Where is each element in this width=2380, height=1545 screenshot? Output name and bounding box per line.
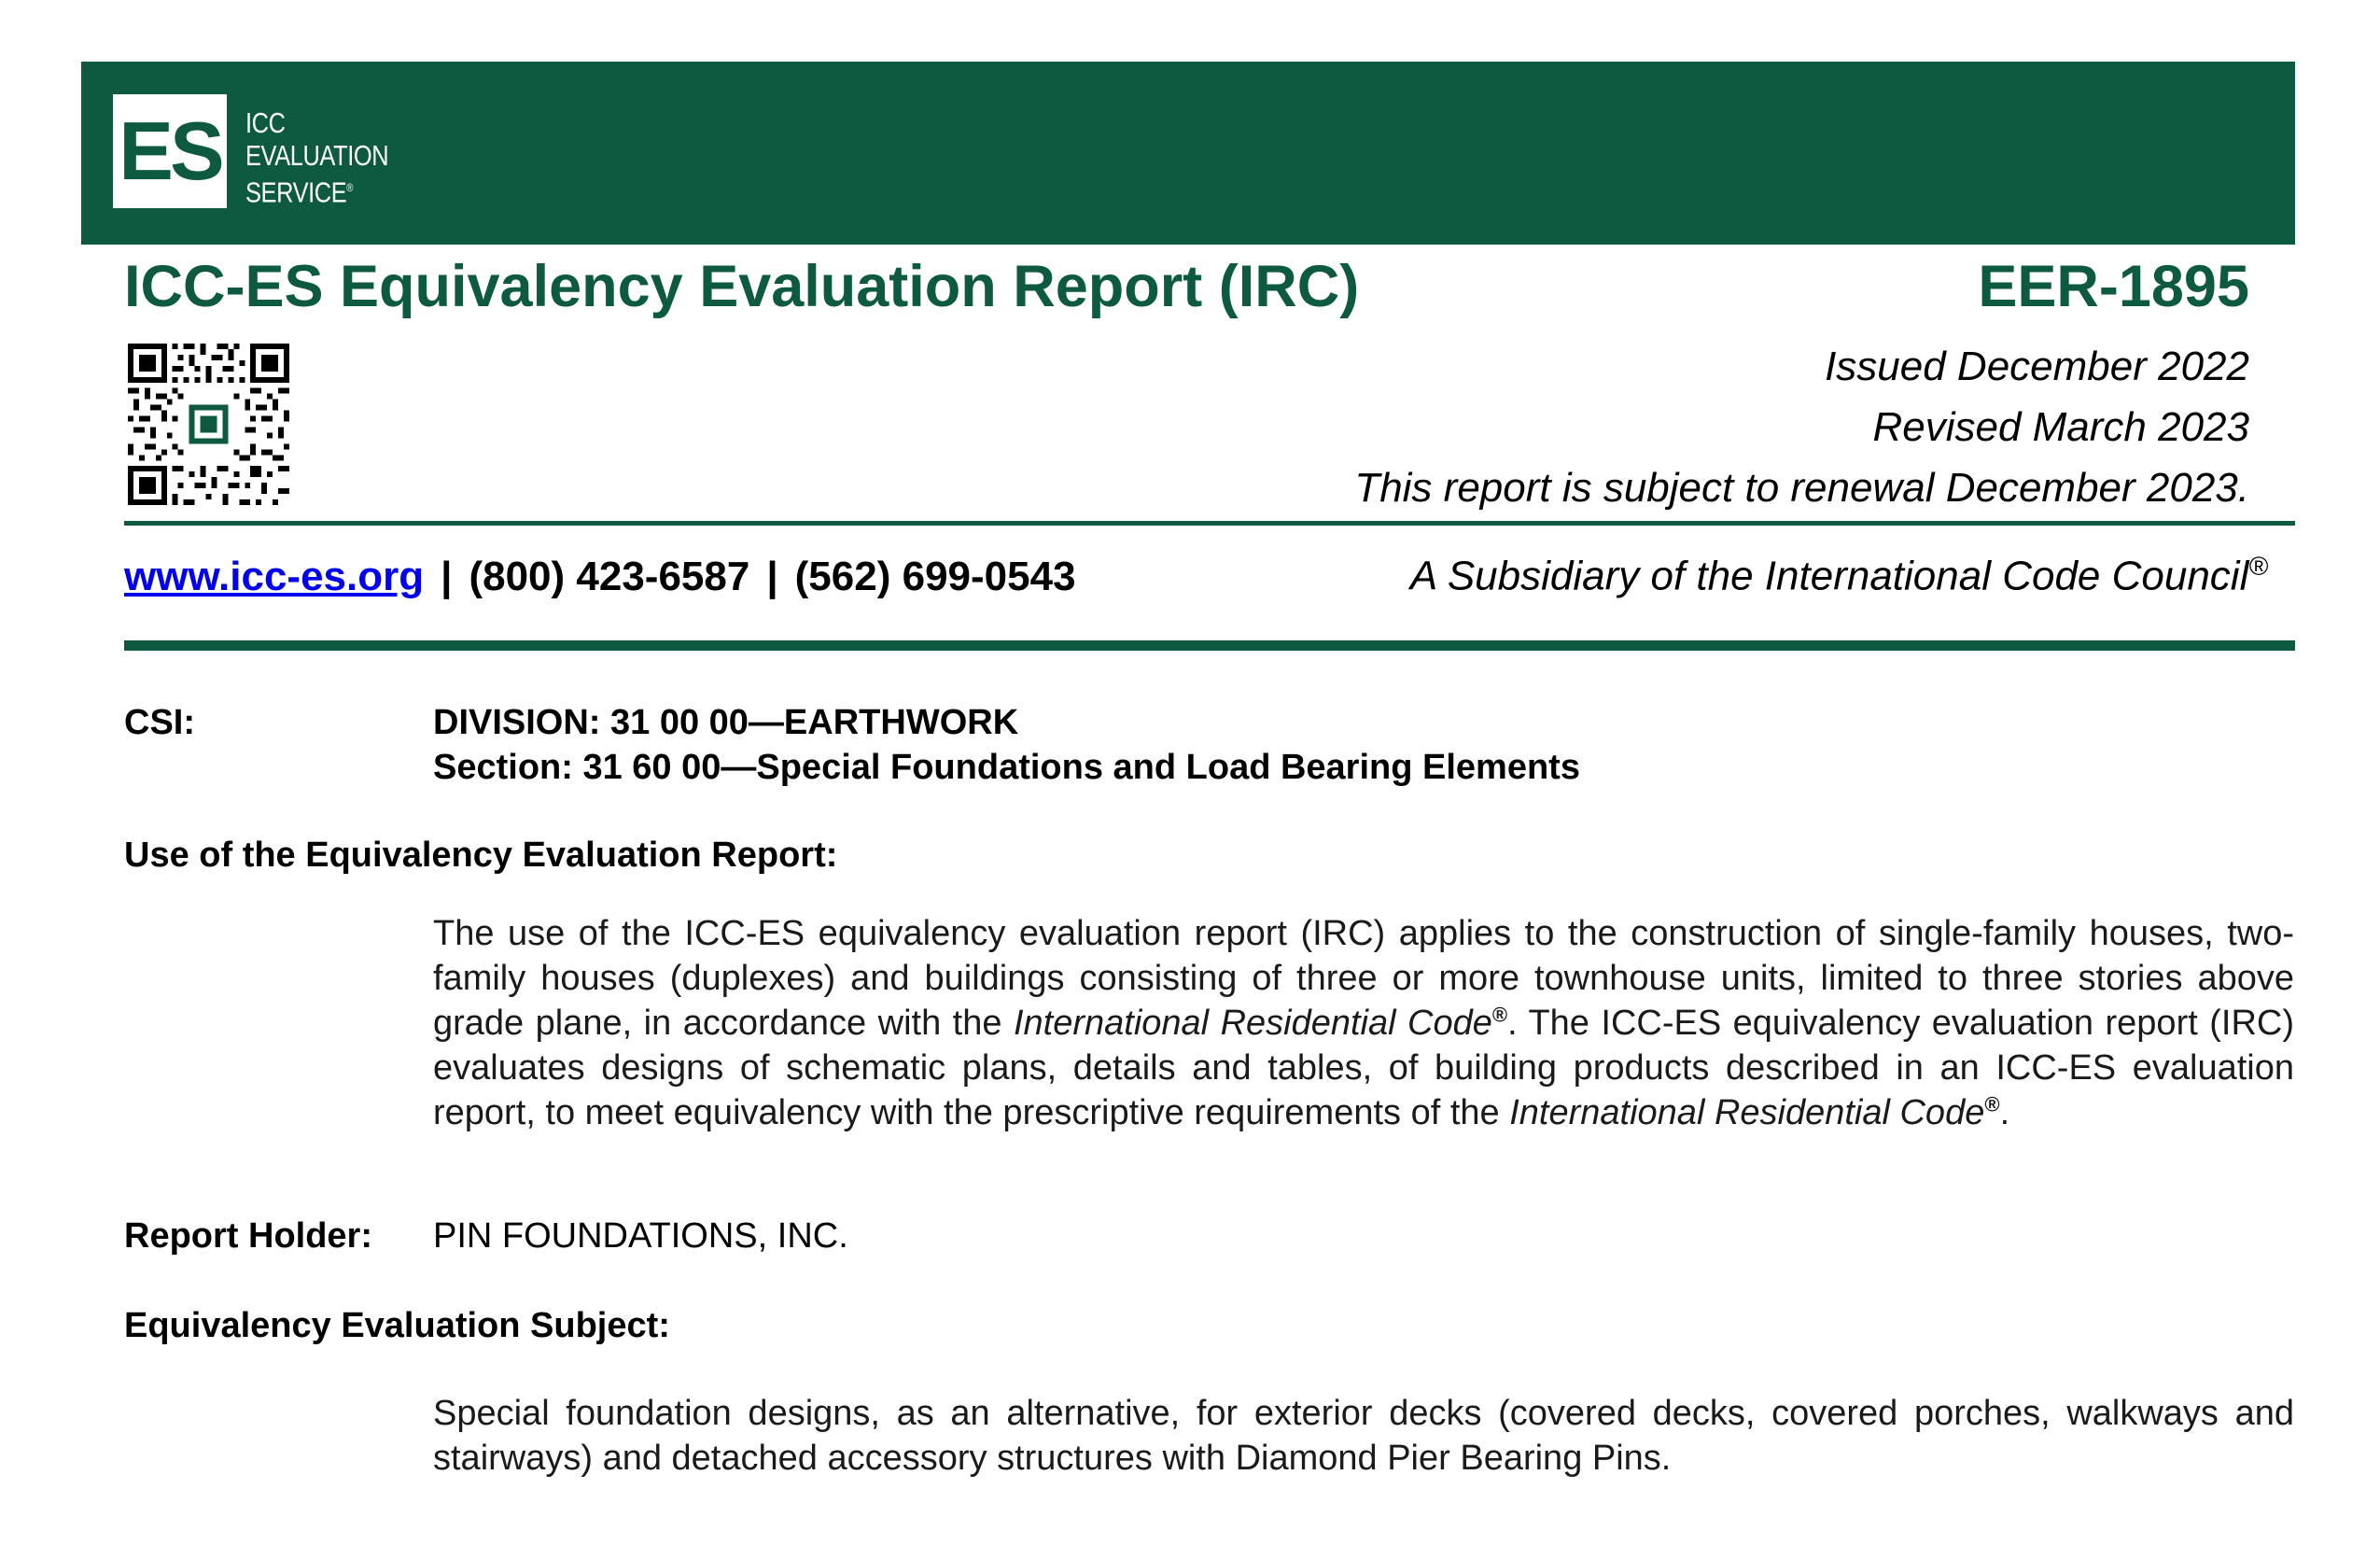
issued-date: Issued December 2022 bbox=[1825, 344, 2249, 389]
report-holder-label: Report Holder: bbox=[124, 1216, 372, 1256]
icc-es-logo bbox=[113, 94, 227, 208]
csi-label: CSI: bbox=[124, 703, 195, 742]
logo-wordmark bbox=[245, 106, 388, 208]
report-dates bbox=[1354, 336, 2249, 518]
contact-row bbox=[124, 555, 1076, 599]
code-name: International Residential Code bbox=[1013, 1004, 1492, 1043]
separator: | bbox=[441, 554, 453, 599]
phone-secondary: (562) 699-0543 bbox=[794, 554, 1076, 599]
logo-line-icc: ICC bbox=[245, 106, 286, 139]
renewal-note: This report is subject to renewal December 2023. bbox=[1354, 465, 2249, 511]
report-number: EER-1895 bbox=[1978, 254, 2249, 319]
header-banner bbox=[81, 62, 2295, 245]
use-heading: Use of the Equivalency Evaluation Report: bbox=[124, 836, 838, 875]
subject-paragraph: Special foundation designs, as an alternative, for exterior decks (covered decks, covered porches, walkways and stairways) and detached accessory structures with Diamond Pier Bearing Pins. bbox=[433, 1394, 2294, 1478]
logo-line-service: SERVICE® bbox=[245, 176, 354, 209]
separator: | bbox=[766, 554, 778, 599]
use-paragraph: The use of the ICC-ES equivalency evaluation report (IRC) applies to the construction of single-family houses, two-family houses (duplexes) and buildings consisting of three or more townhouse units, limited to three stories above grade plane, in accordance with the International Residential Code®. The ICC-ES equivalency evaluation report (IRC) evaluates designs of schematic plans, details and tables, of building products described in an ICC-ES evaluation report, to meet equivalency with the prescriptive requirements of the International Residential Code®. bbox=[433, 914, 2294, 1132]
logo-mark: ES bbox=[119, 105, 221, 197]
phone-primary: (800) 423-6587 bbox=[469, 554, 750, 599]
subject-heading: Equivalency Evaluation Subject: bbox=[124, 1306, 670, 1345]
report-title: ICC-ES Equivalency Evaluation Report (IRC) bbox=[124, 254, 1360, 319]
csi-values bbox=[433, 700, 1580, 790]
report-holder-value: PIN FOUNDATIONS, INC. bbox=[433, 1216, 848, 1256]
csi-division: DIVISION: 31 00 00—EARTHWORK bbox=[433, 703, 1019, 742]
qr-code-icon bbox=[128, 344, 289, 505]
divider-thick bbox=[124, 640, 2295, 651]
code-name: International Residential Code bbox=[1509, 1093, 1985, 1132]
subsidiary-statement: A Subsidiary of the International Code Council® bbox=[1409, 552, 2268, 599]
divider-thin bbox=[124, 521, 2295, 526]
logo-line-evaluation: EVALUATION bbox=[245, 139, 389, 172]
revised-date: Revised March 2023 bbox=[1872, 404, 2249, 450]
csi-section: Section: 31 60 00—Special Foundations and Load Bearing Elements bbox=[433, 748, 1580, 787]
website-link[interactable]: www.icc-es.org bbox=[124, 554, 425, 599]
